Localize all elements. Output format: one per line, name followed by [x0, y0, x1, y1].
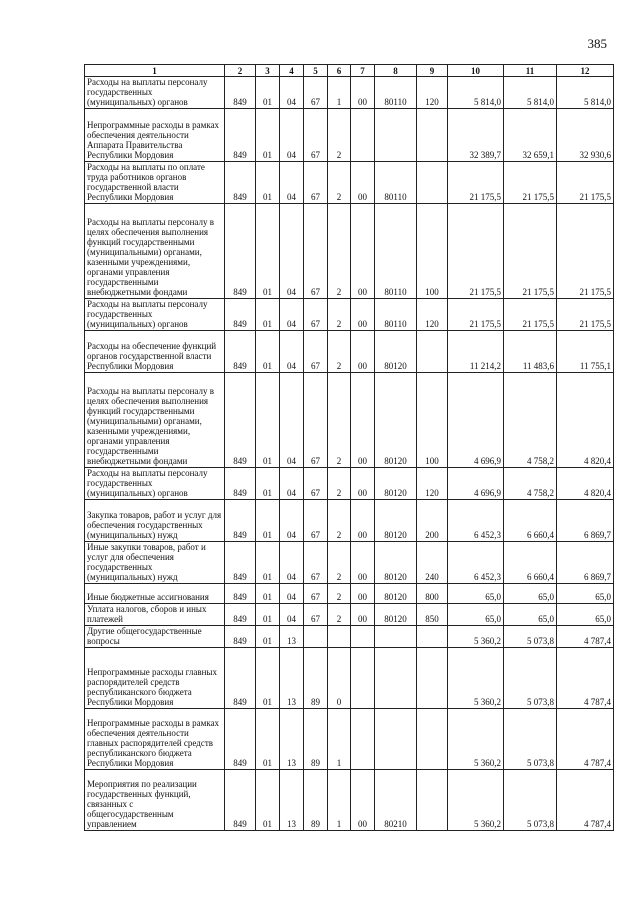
- section-code: 01: [256, 77, 280, 109]
- subsection-code: 04: [280, 204, 304, 299]
- subprogram-code: 2: [328, 604, 351, 626]
- amount-col10: 5 814,0: [448, 77, 504, 109]
- amount-col10: 11 214,2: [448, 331, 504, 373]
- amount-col10: 65,0: [448, 584, 504, 604]
- admin-code: 849: [225, 709, 256, 770]
- direction-code: 00: [351, 331, 375, 373]
- amount-col11: 32 659,1: [504, 109, 557, 162]
- program-code: 67: [304, 373, 328, 468]
- column-header: 2: [225, 65, 256, 77]
- amount-col11: 5 073,8: [504, 770, 557, 831]
- amount-col11: 65,0: [504, 584, 557, 604]
- expense-code: 80110: [375, 299, 417, 331]
- expense-code: [375, 626, 417, 648]
- subsection-code: 04: [280, 584, 304, 604]
- amount-col11: 4 758,2: [504, 468, 557, 500]
- amount-col10: 21 175,5: [448, 204, 504, 299]
- column-header: 5: [304, 65, 328, 77]
- section-code: 01: [256, 109, 280, 162]
- type-code: [417, 626, 448, 648]
- admin-code: 849: [225, 604, 256, 626]
- direction-code: 00: [351, 162, 375, 204]
- subprogram-code: [328, 626, 351, 648]
- row-label: Иные бюджетные ассигнования: [85, 584, 225, 604]
- admin-code: 849: [225, 648, 256, 709]
- amount-col12: 4 787,4: [557, 626, 614, 648]
- expense-code: 80120: [375, 373, 417, 468]
- program-code: 67: [304, 584, 328, 604]
- amount-col11: 65,0: [504, 604, 557, 626]
- program-code: 67: [304, 542, 328, 584]
- admin-code: 849: [225, 299, 256, 331]
- admin-code: 849: [225, 109, 256, 162]
- row-label: Расходы на выплаты персоналу государственных (муниципальных) органов: [85, 299, 225, 331]
- column-header: 10: [448, 65, 504, 77]
- amount-col12: 5 814,0: [557, 77, 614, 109]
- row-label: Мероприятия по реализации государственных функций, связанных с общегосударственным управлением: [85, 770, 225, 831]
- table-row: [85, 468, 614, 500]
- amount-col11: 6 660,4: [504, 542, 557, 584]
- expense-code: [375, 109, 417, 162]
- column-header: 9: [417, 65, 448, 77]
- column-header: 12: [557, 65, 614, 77]
- type-code: 800: [417, 584, 448, 604]
- amount-col12: 4 820,4: [557, 468, 614, 500]
- subsection-code: 13: [280, 626, 304, 648]
- expense-code: 80210: [375, 770, 417, 831]
- row-label: Иные закупки товаров, работ и услуг для обеспечения государственных (муниципальных) нужд: [85, 542, 225, 584]
- program-code: 67: [304, 468, 328, 500]
- row-label: Непрограммные расходы главных распорядителей средств республиканского бюджета Республики Мордовия: [85, 648, 225, 709]
- table-row: [85, 542, 614, 584]
- section-code: 01: [256, 604, 280, 626]
- table-row: [85, 584, 614, 604]
- direction-code: 00: [351, 468, 375, 500]
- subsection-code: 04: [280, 542, 304, 584]
- direction-code: 00: [351, 770, 375, 831]
- table-row: [85, 626, 614, 648]
- admin-code: 849: [225, 468, 256, 500]
- program-code: [304, 626, 328, 648]
- subsection-code: 04: [280, 468, 304, 500]
- amount-col11: 5 073,8: [504, 626, 557, 648]
- expense-code: 80110: [375, 204, 417, 299]
- amount-col11: 21 175,5: [504, 204, 557, 299]
- type-code: 120: [417, 299, 448, 331]
- amount-col10: 4 696,9: [448, 373, 504, 468]
- program-code: 67: [304, 299, 328, 331]
- amount-col12: 4 787,4: [557, 770, 614, 831]
- admin-code: 849: [225, 770, 256, 831]
- subprogram-code: 2: [328, 468, 351, 500]
- subprogram-code: 2: [328, 373, 351, 468]
- amount-col11: 21 175,5: [504, 299, 557, 331]
- amount-col12: 4 787,4: [557, 709, 614, 770]
- row-label: Расходы на выплаты по оплате труда работников органов государственной власти Республики Мордовия: [85, 162, 225, 204]
- table-row: [85, 109, 614, 162]
- subsection-code: 04: [280, 331, 304, 373]
- amount-col10: 5 360,2: [448, 648, 504, 709]
- expense-code: 80110: [375, 162, 417, 204]
- row-label: Расходы на выплаты персоналу в целях обеспечения выполнения функций государственными (муниципальными) органами, казенными учреждениями, органами управления государственными внебюджетными фондами: [85, 204, 225, 299]
- type-code: 200: [417, 500, 448, 542]
- amount-col12: 4 787,4: [557, 648, 614, 709]
- subprogram-code: 1: [328, 709, 351, 770]
- amount-col12: 21 175,5: [557, 299, 614, 331]
- subsection-code: 04: [280, 373, 304, 468]
- direction-code: 00: [351, 77, 375, 109]
- amount-col11: 11 483,6: [504, 331, 557, 373]
- amount-col10: 5 360,2: [448, 770, 504, 831]
- program-code: 89: [304, 648, 328, 709]
- type-code: [417, 770, 448, 831]
- type-code: 850: [417, 604, 448, 626]
- subprogram-code: 1: [328, 77, 351, 109]
- program-code: 67: [304, 162, 328, 204]
- amount-col10: 6 452,3: [448, 542, 504, 584]
- column-header: 1: [85, 65, 225, 77]
- subprogram-code: 2: [328, 584, 351, 604]
- subsection-code: 04: [280, 604, 304, 626]
- direction-code: [351, 626, 375, 648]
- amount-col11: 21 175,5: [504, 162, 557, 204]
- amount-col10: 32 389,7: [448, 109, 504, 162]
- amount-col11: 5 814,0: [504, 77, 557, 109]
- amount-col11: 6 660,4: [504, 500, 557, 542]
- expense-code: [375, 709, 417, 770]
- header-row: [85, 65, 614, 77]
- subprogram-code: 2: [328, 109, 351, 162]
- direction-code: 00: [351, 542, 375, 584]
- table-row: [85, 500, 614, 542]
- section-code: 01: [256, 542, 280, 584]
- type-code: 100: [417, 373, 448, 468]
- row-label: Расходы на выплаты персоналу государственных (муниципальных) органов: [85, 468, 225, 500]
- column-header: 4: [280, 65, 304, 77]
- direction-code: 00: [351, 500, 375, 542]
- amount-col10: 6 452,3: [448, 500, 504, 542]
- expense-code: 80120: [375, 542, 417, 584]
- type-code: 240: [417, 542, 448, 584]
- direction-code: [351, 109, 375, 162]
- table-row: [85, 373, 614, 468]
- type-code: 120: [417, 468, 448, 500]
- program-code: 67: [304, 500, 328, 542]
- program-code: 67: [304, 109, 328, 162]
- expense-code: 80110: [375, 77, 417, 109]
- admin-code: 849: [225, 584, 256, 604]
- admin-code: 849: [225, 373, 256, 468]
- table-row: [85, 331, 614, 373]
- table-row: [85, 709, 614, 770]
- section-code: 01: [256, 204, 280, 299]
- type-code: 120: [417, 77, 448, 109]
- amount-col12: 65,0: [557, 584, 614, 604]
- amount-col12: 21 175,5: [557, 162, 614, 204]
- row-label: Уплата налогов, сборов и иных платежей: [85, 604, 225, 626]
- section-code: 01: [256, 331, 280, 373]
- admin-code: 849: [225, 542, 256, 584]
- admin-code: 849: [225, 500, 256, 542]
- amount-col11: 5 073,8: [504, 648, 557, 709]
- budget-table: [84, 64, 614, 831]
- admin-code: 849: [225, 331, 256, 373]
- subprogram-code: 2: [328, 331, 351, 373]
- table-row: [85, 77, 614, 109]
- program-code: 67: [304, 204, 328, 299]
- subsection-code: 04: [280, 109, 304, 162]
- amount-col12: 11 755,1: [557, 331, 614, 373]
- program-code: 67: [304, 331, 328, 373]
- subprogram-code: 2: [328, 162, 351, 204]
- subprogram-code: 2: [328, 204, 351, 299]
- amount-col11: 4 758,2: [504, 373, 557, 468]
- program-code: 67: [304, 77, 328, 109]
- amount-col12: 65,0: [557, 604, 614, 626]
- row-label: Расходы на выплаты персоналу в целях обеспечения выполнения функций государственными (муниципальными) органами, казенными учреждениями, органами управления государственными внебюджетными фондами: [85, 373, 225, 468]
- subsection-code: 04: [280, 162, 304, 204]
- direction-code: 00: [351, 299, 375, 331]
- type-code: [417, 162, 448, 204]
- amount-col10: 5 360,2: [448, 626, 504, 648]
- subsection-code: 04: [280, 77, 304, 109]
- section-code: 01: [256, 770, 280, 831]
- amount-col11: 5 073,8: [504, 709, 557, 770]
- type-code: [417, 648, 448, 709]
- type-code: [417, 331, 448, 373]
- admin-code: 849: [225, 162, 256, 204]
- direction-code: 00: [351, 584, 375, 604]
- column-header: 6: [328, 65, 351, 77]
- program-code: 89: [304, 770, 328, 831]
- subprogram-code: 2: [328, 299, 351, 331]
- row-label: Непрограммные расходы в рамках обеспечения деятельности Аппарата Правительства Республики Мордовия: [85, 109, 225, 162]
- amount-col10: 21 175,5: [448, 162, 504, 204]
- section-code: 01: [256, 500, 280, 542]
- expense-code: [375, 648, 417, 709]
- type-code: 100: [417, 204, 448, 299]
- table-row: [85, 162, 614, 204]
- subprogram-code: 2: [328, 500, 351, 542]
- type-code: [417, 709, 448, 770]
- section-code: 01: [256, 162, 280, 204]
- amount-col12: 32 930,6: [557, 109, 614, 162]
- amount-col12: 6 869,7: [557, 500, 614, 542]
- subsection-code: 13: [280, 648, 304, 709]
- row-label: Закупка товаров, работ и услуг для обеспечения государственных (муниципальных) нужд: [85, 500, 225, 542]
- section-code: 01: [256, 373, 280, 468]
- direction-code: 00: [351, 204, 375, 299]
- expense-code: 80120: [375, 331, 417, 373]
- section-code: 01: [256, 468, 280, 500]
- table-row: [85, 648, 614, 709]
- type-code: [417, 109, 448, 162]
- amount-col10: 21 175,5: [448, 299, 504, 331]
- amount-col10: 65,0: [448, 604, 504, 626]
- table-row: [85, 604, 614, 626]
- table-row: [85, 204, 614, 299]
- section-code: 01: [256, 648, 280, 709]
- subsection-code: 13: [280, 709, 304, 770]
- subprogram-code: 1: [328, 770, 351, 831]
- direction-code: [351, 648, 375, 709]
- subprogram-code: 2: [328, 542, 351, 584]
- expense-code: 80120: [375, 584, 417, 604]
- subsection-code: 04: [280, 299, 304, 331]
- page-number: 385: [587, 36, 607, 51]
- program-code: 67: [304, 604, 328, 626]
- subprogram-code: 0: [328, 648, 351, 709]
- row-label: Расходы на обеспечение функций органов государственной власти Республики Мордовия: [85, 331, 225, 373]
- subsection-code: 13: [280, 770, 304, 831]
- column-header: 7: [351, 65, 375, 77]
- expense-code: 80120: [375, 604, 417, 626]
- subsection-code: 04: [280, 500, 304, 542]
- amount-col12: 21 175,5: [557, 204, 614, 299]
- section-code: 01: [256, 299, 280, 331]
- column-header: 11: [504, 65, 557, 77]
- expense-code: 80120: [375, 500, 417, 542]
- table-row: [85, 299, 614, 331]
- section-code: 01: [256, 709, 280, 770]
- section-code: 01: [256, 584, 280, 604]
- row-label: Расходы на выплаты персоналу государственных (муниципальных) органов: [85, 77, 225, 109]
- column-header: 8: [375, 65, 417, 77]
- amount-col12: 6 869,7: [557, 542, 614, 584]
- table-row: [85, 770, 614, 831]
- section-code: 01: [256, 626, 280, 648]
- amount-col10: 5 360,2: [448, 709, 504, 770]
- direction-code: 00: [351, 373, 375, 468]
- amount-col10: 4 696,9: [448, 468, 504, 500]
- admin-code: 849: [225, 77, 256, 109]
- program-code: 89: [304, 709, 328, 770]
- amount-col12: 4 820,4: [557, 373, 614, 468]
- admin-code: 849: [225, 626, 256, 648]
- row-label: Непрограммные расходы в рамках обеспечения деятельности главных распорядителей средств республиканского бюджета Республики Мордовия: [85, 709, 225, 770]
- direction-code: [351, 709, 375, 770]
- column-header: 3: [256, 65, 280, 77]
- expense-code: 80120: [375, 468, 417, 500]
- admin-code: 849: [225, 204, 256, 299]
- row-label: Другие общегосударственные вопросы: [85, 626, 225, 648]
- direction-code: 00: [351, 604, 375, 626]
